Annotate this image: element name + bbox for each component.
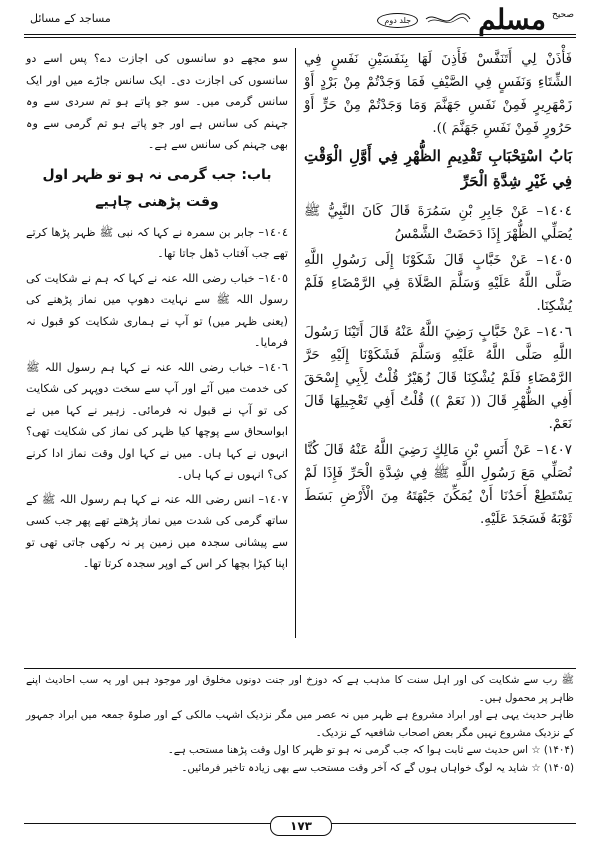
urdu-chapter-heading: باب: جب گرمی نہ ہو تو ظہر اول وقت پڑھنی چاہیے — [42, 166, 272, 210]
page-header-title — [377, 3, 574, 36]
footnotes — [26, 672, 574, 777]
arabic-hadith-1405: ١٤٠٥– عَنْ خَبَّابٍ قَالَ شَكَوْنَا إِلَى رَسُولِ اللَّهِ صَلَّى اللَّهُ عَلَيْهِ وَسَلَّمَ الصَّلَاةَ فِي الرَّمْضَاءِ فَلَمْ يُشْكِنَا. — [304, 253, 572, 314]
arabic-chapter-heading: بَابُ اسْتِحْبَابِ تَقْدِيمِ الظُّهْرِ فِي أَوَّلِ الْوَقْتِ فِي غَيْرِ شِدَّةِ الْحَرِّ — [304, 147, 572, 190]
footnote-1: ﷺ رب سے شکایت کی اور اہل سنت کا مذہب ہے کہ دوزخ اور جنت دونوں مخلوق اور موجود ہیں اور یہ سب احادیث اپنے ظاہر پر محمول ہیں۔ — [26, 674, 574, 704]
urdu-hadith-1405: ١٤٠٥– خباب رضی اللہ عنہ نے کہا کہ ہم نے شکایت کی رسول اللہ ﷺ سے نہایت دھوپ میں نماز پڑھنے کی (یعنی ظہر میں) تو آپ نے ہماری شکایت کو قبول نہ فرمایا۔ — [26, 271, 288, 349]
header-rule-thin — [24, 37, 576, 38]
urdu-continuation: سو مجھے دو سانسوں کی اجازت دے؟ پس اسے دو سانسوں کی اجازت دی۔ ایک سانس جاڑے میں اور ایک سانس گرمی میں۔ سو جو پاتے ہو تم سردی سے وہ جہنم کی سانس ہے اور جو پاتے ہو تم گرمی سے وہ بھی جہنم کی سانس سے ہے۔ — [26, 52, 288, 151]
urdu-hadith-1404: ١٤٠٤– جابر بن سمرہ نے کہا کہ نبی ﷺ ظہر پڑھا کرتے تھے جب آفتاب ڈھل جاتا تھا۔ — [26, 225, 288, 260]
footnote-3: (۱۴۰۴) ☆ اس حدیث سے ثابت ہوا کہ جب گرمی نہ ہو تو ظہر کا اول وقت پڑھنا مستحب ہے۔ — [167, 744, 574, 756]
book-title-small: صحیح — [552, 10, 574, 20]
arabic-continuation: فَأْذَنْ لِي أَتَنَفَّسْ فَأَذِنَ لَهَا بِنَفَسَيْنِ نَفَسٍ فِي الشِّتَاءِ وَنَفَسٍ فِي الصَّيْفِ فَمَا وَجَدْتُمْ مِنْ بَرْدٍ أَوْ زَمْهَرِيرٍ فَمِنْ نَفَسِ جَهَنَّمَ وَمَا وَجَدْتُمْ مِنْ حَرٍّ أَوْ حَرُورٍ فَمِنْ نَفَسِ جَهَنَّمَ )). — [304, 52, 572, 136]
header-rule — [24, 34, 576, 35]
urdu-column — [26, 48, 288, 578]
section-title: مساجد کے مسائل — [30, 12, 111, 25]
arabic-hadith-1406: ١٤٠٦– عَنْ خَبَّابٍ رَضِيَ اللَّهُ عَنْهُ قَالَ أَتَيْنَا رَسُولَ اللَّهِ صَلَّى اللَّهُ عَلَيْهِ وَسَلَّمَ فَشَكَوْنَا إِلَيْهِ حَرَّ الرَّمْضَاءِ فَلَمْ يُشْكِنَا قَالَ زُهَيْرٌ قُلْتُ لِأَبِي إِسْحَقَ أَفِي الظُّهْرِ قَالَ (( نَعَمْ )) قُلْتُ أَفِي تَعْجِيلِهَا قَالَ نَعَمْ. — [304, 325, 572, 432]
footnote-4: (۱۴۰۵) ☆ شاید یہ لوگ خواہاں ہوں گے کہ آخر وقت مستحب سے بھی زیادہ تاخیر فرمائیں۔ — [181, 761, 574, 774]
footnote-rule — [24, 668, 576, 669]
urdu-hadith-1406: ١٤٠٦– خباب رضی اللہ عنہ نے کہا ہم رسول اللہ ﷺ کی خدمت میں آئے اور آپ سے سخت دوپہر کی شکایت کی تو آپ نے قبول نہ فرمائی۔ زہیر نے کہا میں نے ابواسحاق سے پوچھا کیا ظہر کی نماز کی شکایت تھی؟ انہوں نے کہا ہاں۔ میں نے کہا اول وقت نماز ادا کرنے کی؟ انہوں نے کہا ہاں۔ — [26, 360, 288, 481]
urdu-hadith-1407: ١٤٠٧– انس رضی اللہ عنہ نے کہا ہم رسول اللہ ﷺ کے ساتھ گرمی کی شدت میں نماز پڑھتے تھے پھر جب کسی سے پیشانی سجدہ میں زمین پر نہ رکھی جاتی تھی تو اپنا کپڑا بچھا کر اس کے اوپر سجدہ کرتا تھا۔ — [26, 492, 288, 570]
arabic-column — [304, 48, 572, 534]
book-title: مسلم — [478, 3, 547, 36]
header-ornament-icon — [424, 12, 472, 26]
arabic-hadith-1407: ١٤٠٧– عَنْ أَنَسِ بْنِ مَالِكٍ رَضِيَ اللَّهُ عَنْهُ قَالَ كُنَّا نُصَلِّي مَعَ رَسُولِ اللَّهِ ﷺ فِي شِدَّةِ الْحَرِّ فَإِذَا لَمْ يَسْتَطِعْ أَحَدُنَا أَنْ يُمَكِّنَ جَبْهَتَهُ مِنَ الْأَرْضِ بَسَطَ ثَوْبَهُ فَسَجَدَ عَلَيْهِ. — [304, 443, 572, 527]
footnote-2: ظاہر حدیث یہی ہے اور ابراد مشروع ہے ظہر میں نہ عصر میں مگر نزدیک اشہب مالکی کے اور صلوۃ جمعہ میں ابراد جمہور کے نزدیک مشروع نہیں مگر بعض اصحاب شافعیہ کے نزدیک۔ — [26, 709, 574, 739]
page-number: ۱۷۳ — [270, 816, 332, 836]
arabic-hadith-1404: ١٤٠٤– عَنْ جَابِرِ بْنِ سَمُرَةَ قَالَ كَانَ النَّبِيُّ ﷺ يُصَلِّي الظُّهْرَ إِذَا دَحَضَتْ الشَّمْسُ — [304, 204, 572, 242]
column-divider — [295, 48, 296, 638]
volume-badge: جلد دوم — [377, 13, 418, 28]
